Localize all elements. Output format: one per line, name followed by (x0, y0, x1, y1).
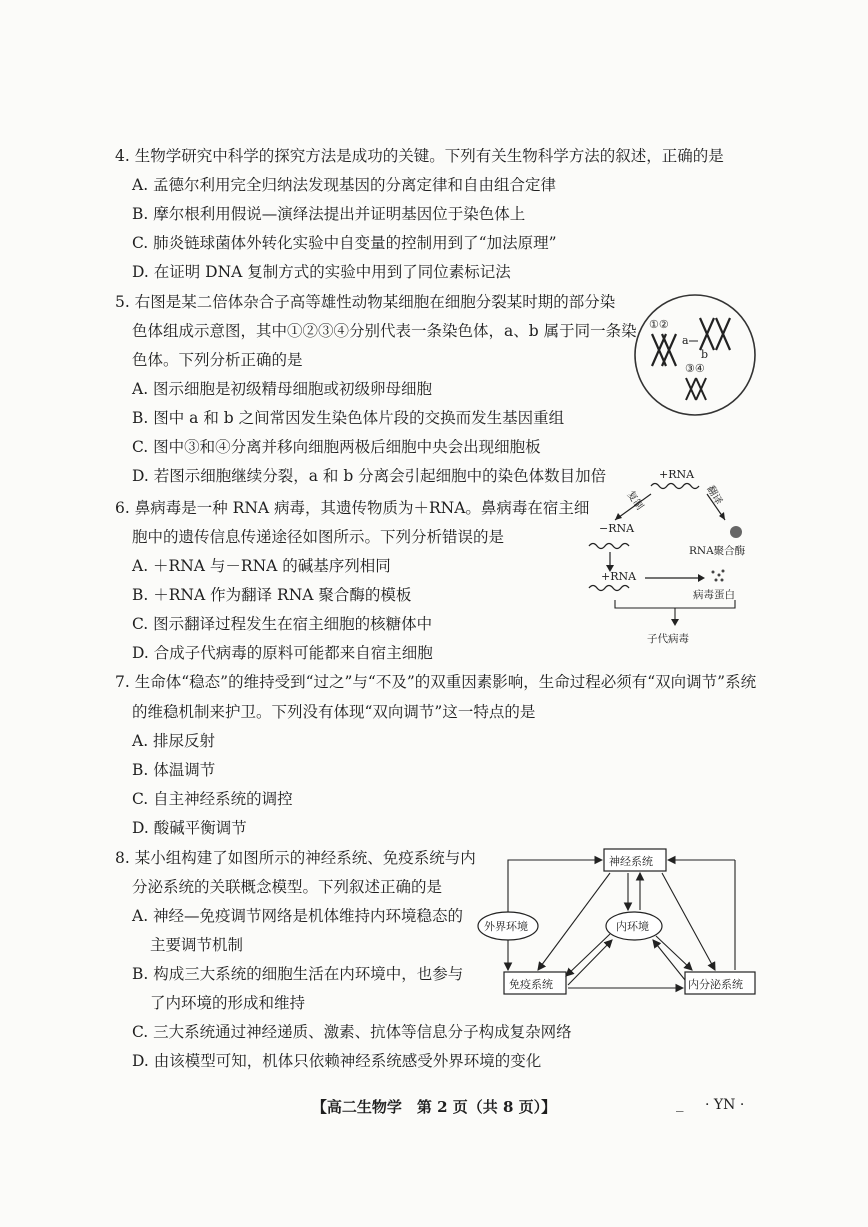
q7-option-b: B. 体温调节 (132, 761, 216, 779)
q5-option-c: C. 图中③和④分离并移向细胞两极后细胞中央会出现细胞板 (132, 438, 541, 456)
q5-chromosomes-12 (652, 334, 676, 366)
q6-label-virus-protein: 病毒蛋白 (693, 589, 735, 601)
q4-option-c: C. 肺炎链球菌体外转化实验中自变量的控制用到了“加法原理” (132, 234, 557, 252)
q8-option-a-line1: A. 神经—免疫调节网络是机体维持内环境稳态的 (132, 907, 464, 925)
q8-option-d: D. 由该模型可知，机体只依赖神经系统感受外界环境的变化 (132, 1052, 542, 1070)
q8-label-endocrine: 内分泌系统 (688, 978, 743, 991)
q8-label-immune: 免疫系统 (509, 978, 553, 991)
q6-label-copy: 复制 (624, 489, 646, 513)
q6-label-plus-rna-top: +RNA (659, 468, 695, 481)
q5-chromosomes-central (700, 318, 730, 350)
q8-option-c: C. 三大系统通过神经递质、激素、抗体等信息分子构成复杂网络 (132, 1023, 572, 1041)
q8-concept-figure (470, 840, 770, 1000)
q7-option-c: C. 自主神经系统的调控 (132, 790, 293, 808)
q8-label-external: 外界环境 (484, 920, 528, 933)
q6-option-d: D. 合成子代病毒的原料可能都来自宿主细胞 (132, 644, 433, 662)
q8-stem-line1: 8. 某小组构建了如图所示的神经系统、免疫系统与内 (115, 849, 476, 867)
q8-option-b-line1: B. 构成三大系统的细胞生活在内环境中，也参与 (132, 965, 464, 983)
q8-option-a-line2: 主要调节机制 (150, 936, 244, 954)
q5-chromosomes-34 (686, 378, 706, 400)
q5-label-12: ①② (649, 318, 669, 331)
q4-option-d: D. 在证明 DNA 复制方式的实验中用到了同位素标记法 (132, 263, 511, 281)
q5-label-b: b (701, 348, 709, 361)
q6-label-rna-polymerase: RNA聚合酶 (689, 545, 746, 557)
q5-label-a: a (682, 334, 689, 347)
q4-stem: 4. 生物学研究中科学的探究方法是成功的关键。下列有关生物科学方法的叙述，正确的是 (115, 147, 724, 165)
q6-stem-line2: 胞中的遗传信息传递途径如图所示。下列分析错误的是 (132, 528, 505, 546)
q6-label-plus-rna-bottom: +RNA (601, 570, 637, 583)
q8-label-nervous: 神经系统 (609, 855, 653, 868)
q4-option-a: A. 孟德尔利用完全归纳法发现基因的分离定律和自由组合定律 (132, 176, 557, 194)
q7-stem-line1: 7. 生命体“稳态”的维持受到“过之”与“不及”的双重因素影响，生命过程必须有“双向调节”系统 (115, 673, 757, 691)
q6-option-c: C. 图示翻译过程发生在宿主细胞的核糖体中 (132, 615, 433, 633)
footer-dash: _ (676, 1094, 684, 1112)
q8-option-b-line2: 了内环境的形成和维持 (150, 994, 306, 1012)
q4-option-b: B. 摩尔根利用假说—演绎法提出并证明基因位于染色体上 (132, 205, 526, 223)
q5-label-34: ③④ (685, 362, 705, 375)
q5-option-b: B. 图中 a 和 b 之间常因发生染色体片段的交换而发生基因重组 (132, 409, 565, 427)
page-footer: 【高二生物学 第 2 页（共 8 页）】 (311, 1098, 557, 1116)
q5-cell-figure (632, 292, 762, 418)
q7-stem-line2: 的维稳机制来护卫。下列没有体现“双向调节”这一特点的是 (132, 703, 536, 721)
q5-stem-line3: 色体。下列分析正确的是 (132, 351, 303, 369)
q8-stem-line2: 分泌系统的关联概念模型。下列叙述正确的是 (132, 878, 443, 896)
q6-protein-dots (712, 570, 725, 582)
q5-stem-line2: 色体组成示意图，其中①②③④分别代表一条染色体，a、b 属于同一条染 (132, 322, 637, 340)
q5-stem-line1: 5. 右图是某二倍体杂合子高等雄性动物某细胞在细胞分裂某时期的部分染 (115, 293, 616, 311)
q8-label-internal: 内环境 (616, 920, 649, 933)
q6-virus-figure (585, 462, 775, 647)
q6-label-progeny-virus: 子代病毒 (647, 633, 689, 645)
q6-polymerase-dot (730, 526, 742, 538)
q6-option-b: B. ＋RNA 作为翻译 RNA 聚合酶的模板 (132, 586, 412, 604)
q6-stem-line1: 6. 鼻病毒是一种 RNA 病毒，其遗传物质为＋RNA。鼻病毒在宿主细 (115, 499, 590, 517)
q6-label-minus-rna: −RNA (599, 522, 635, 535)
q6-option-a: A. ＋RNA 与－RNA 的碱基序列相同 (132, 557, 391, 575)
footer-code: · YN · (705, 1097, 745, 1113)
q5-option-d: D. 若图示细胞继续分裂，a 和 b 分离会引起细胞中的染色体数目加倍 (132, 467, 607, 485)
q7-option-a: A. 排尿反射 (132, 732, 216, 750)
q7-option-d: D. 酸碱平衡调节 (132, 819, 247, 837)
q5-option-a: A. 图示细胞是初级精母细胞或初级卵母细胞 (132, 380, 433, 398)
q6-label-translate: 翻译 (704, 484, 724, 507)
